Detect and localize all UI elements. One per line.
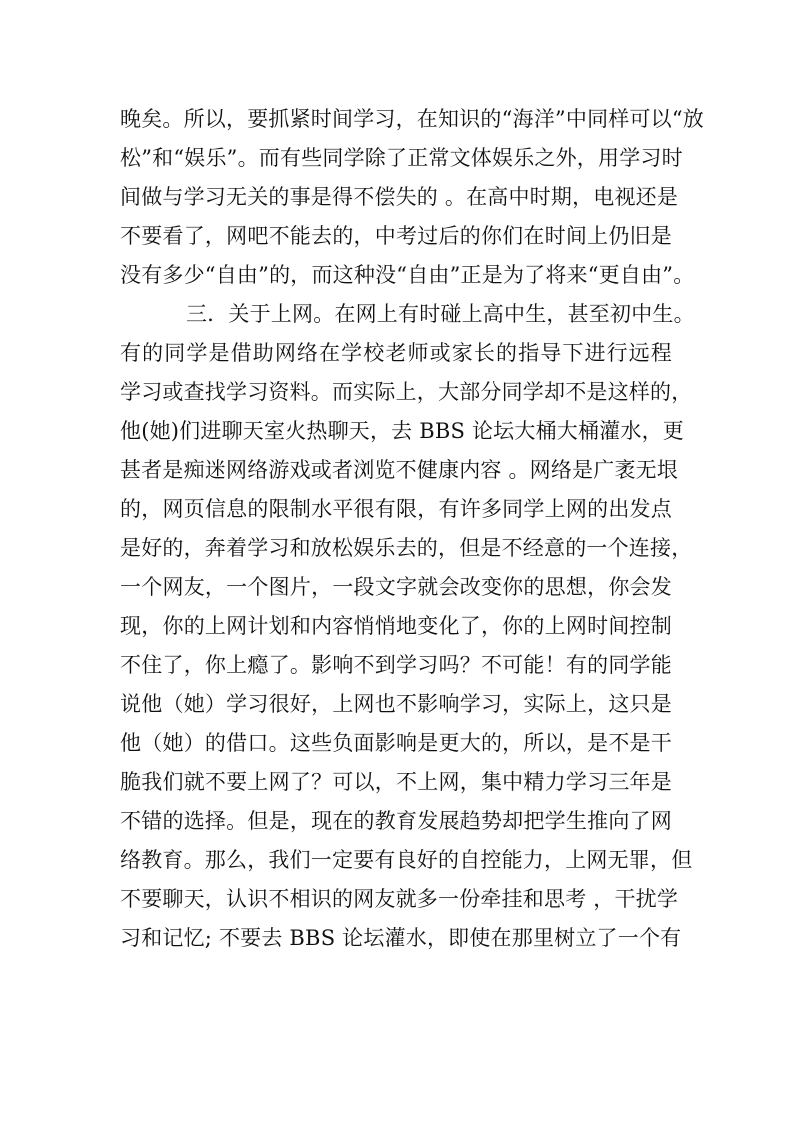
text-line-13: 一个网友，一个图片，一段文字就会改变你的思想，你会发 — [120, 575, 672, 599]
text-line-20: 络教育。那么，我们一定要有良好的自控能力，上网无罪，但 — [120, 848, 693, 872]
text-line-10: 甚者是痴迷网络游戏或者浏览不健康内容 。网络是广袤无垠 — [120, 458, 679, 482]
text-line-2: 松”和“娱乐”。而有些同学除了正常文体娱乐之外，用学习时 — [120, 146, 683, 170]
text-line-17: 他（她）的借口。这些负面影响是更大的，所以，是不是干 — [120, 731, 672, 755]
text-line-14: 现，你的上网计划和内容悄悄地变化了，你的上网时间控制 — [120, 614, 672, 638]
text-line-9: 他(她)们进聊天室火热聊天，去 BBS 论坛大桶大桶灌水，更 — [120, 419, 684, 443]
text-line-3: 间做与学习无关的事是得不偿失的 。在高中时期，电视还是 — [120, 185, 679, 209]
text-line-5: 没有多少“自由”的，而这种没“自由”正是为了将来“更自由”。 — [120, 263, 695, 287]
text-line-15: 不住了，你上瘾了。影响不到学习吗？不可能！有的同学能 — [120, 653, 672, 677]
text-line-12: 是好的，奔着学习和放松娱乐去的，但是不经意的一个连接， — [120, 536, 693, 560]
text-line-11: 的，网页信息的限制水平很有限，有许多同学上网的出发点 — [120, 497, 672, 521]
text-line-18: 脆我们就不要上网了？可以，不上网，集中精力学习三年是 — [120, 770, 672, 794]
text-line-4: 不要看了，网吧不能去的，中考过后的你们在时间上仍旧是 — [120, 224, 672, 248]
text-line-16: 说他（她）学习很好，上网也不影响学习，实际上，这只是 — [120, 692, 672, 716]
text-line-21: 不要聊天，认识不相识的网友就多一份牵挂和思考 ，干扰学 — [120, 887, 679, 911]
text-line-19: 不错的选择。但是，现在的教育发展趋势却把学生推向了网 — [120, 809, 672, 833]
text-line-22: 习和记忆; 不要去 BBS 论坛灌水，即使在那里树立了一个有 — [120, 926, 682, 950]
text-line-7: 有的同学是借助网络在学校老师或家长的指导下进行远程 — [120, 341, 672, 365]
text-line-8: 学习或查找学习资料。而实际上，大部分同学却不是这样的， — [120, 380, 693, 404]
section-heading-line: 三．关于上网。在网上有时碰上高中生，甚至初中生。 — [186, 302, 695, 326]
text-line-1: 晚矣。所以，要抓紧时间学习，在知识的“海洋”中同样可以“放 — [120, 107, 705, 131]
